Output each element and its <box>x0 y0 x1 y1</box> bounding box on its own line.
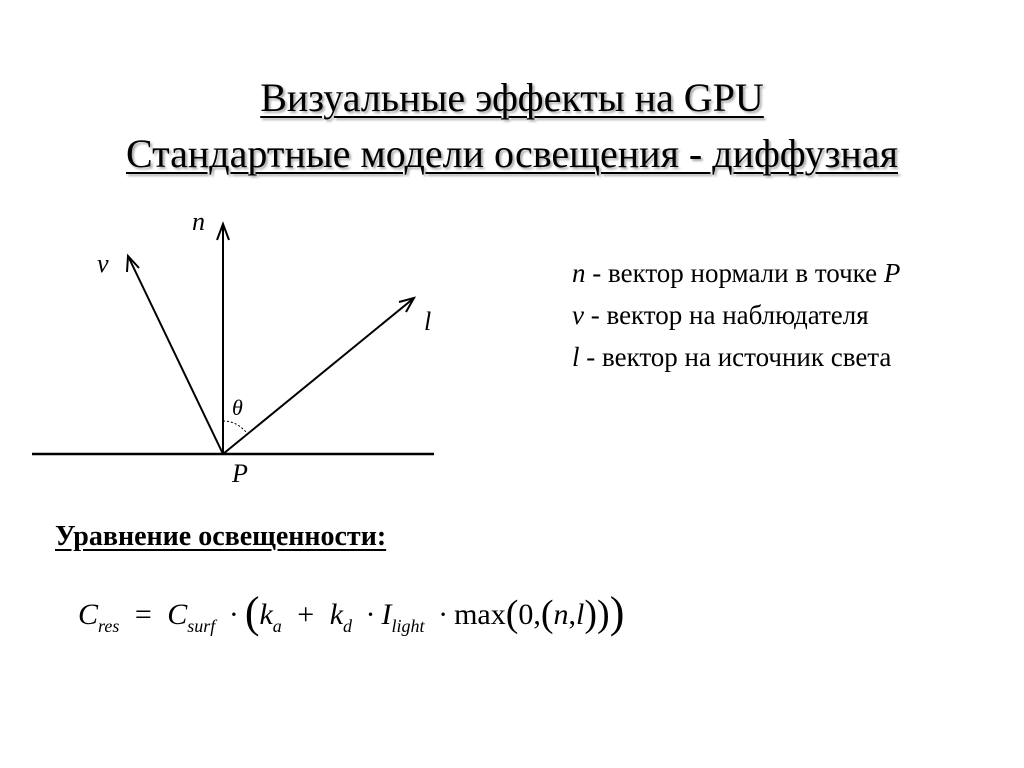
formula-comma: , <box>568 598 577 631</box>
label-theta: θ <box>232 395 243 420</box>
label-n: n <box>192 207 205 236</box>
formula-paren-close: ) <box>597 593 610 635</box>
legend-symbol: v <box>572 300 584 330</box>
formula-l: l <box>576 598 585 631</box>
slide-title-line1: Визуальные эффекты на GPU <box>260 75 764 120</box>
formula-zero: 0, <box>518 598 541 631</box>
label-v: v <box>97 249 109 278</box>
formula-paren-open: ( <box>505 593 519 635</box>
legend-text: - вектор на наблюдателя <box>583 300 869 330</box>
legend-text: - вектор нормали в точке <box>585 258 884 288</box>
legend-text: - вектор на источник света <box>579 342 892 372</box>
label-P: P <box>232 459 248 488</box>
formula-dot: · <box>228 598 239 631</box>
formula-equals: = <box>134 598 152 631</box>
vector-legend <box>572 252 900 378</box>
legend-symbol: l <box>572 342 580 372</box>
equation-heading: Уравнение освещенности: <box>55 521 387 552</box>
light-vector <box>223 298 414 454</box>
formula-sub-light: light <box>391 616 425 636</box>
formula-sub-surf: surf <box>187 616 216 636</box>
legend-row-l <box>572 336 900 378</box>
formula-sub-d: d <box>343 616 353 636</box>
lighting-formula <box>78 588 624 640</box>
formula-I: I <box>381 598 392 631</box>
viewer-arrowhead <box>127 256 139 272</box>
formula-plus: + <box>297 598 315 631</box>
formula-k-a: k <box>259 598 273 631</box>
formula-k-d: k <box>329 598 344 631</box>
legend-row-v <box>572 294 900 336</box>
slide-title-line2: Стандартные модели освещения - диффузная <box>126 131 898 176</box>
formula-sub-res: res <box>98 616 120 636</box>
formula-paren-close: ) <box>609 588 625 637</box>
viewer-vector <box>128 256 223 454</box>
formula-sub-a: a <box>272 616 282 636</box>
formula-n: n <box>553 598 569 631</box>
formula-C-surf: C <box>167 598 188 631</box>
formula-C-res: C <box>78 598 99 631</box>
formula-dot: · <box>365 598 376 631</box>
formula-dot: · <box>438 598 449 631</box>
label-l: l <box>424 307 432 336</box>
formula-paren-open: ( <box>540 593 554 635</box>
legend-suffix: P <box>883 258 901 288</box>
theta-angle-arc <box>223 421 246 432</box>
legend-row-n <box>572 252 900 294</box>
formula-paren-open: ( <box>244 588 260 637</box>
legend-symbol: n <box>572 258 586 288</box>
formula-paren-close: ) <box>584 593 598 635</box>
formula-max: max <box>454 598 506 631</box>
